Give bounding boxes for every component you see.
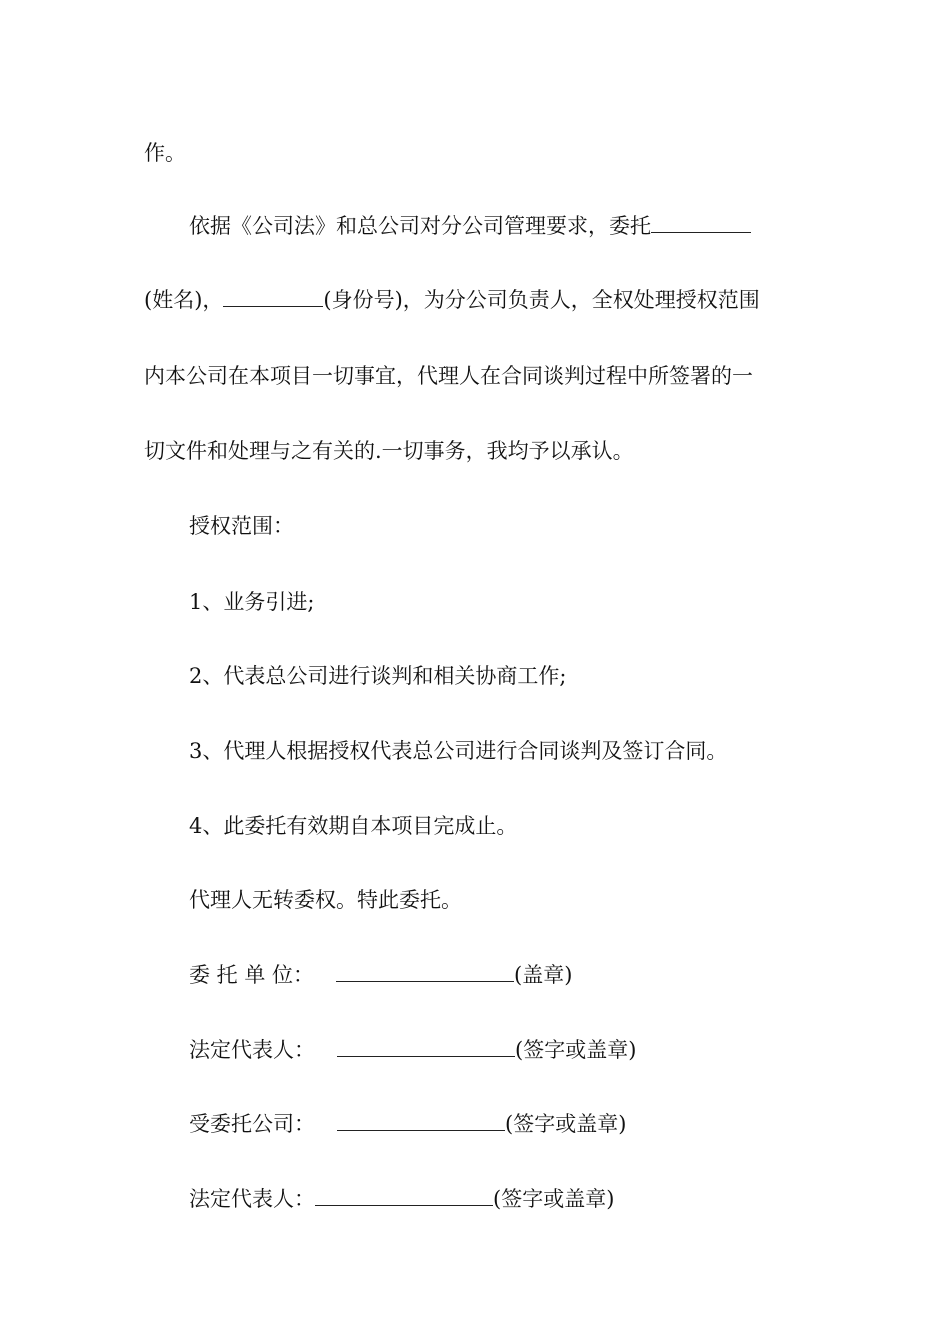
scope-item-text: 4、此委托有效期自本项目完成止。 — [189, 814, 518, 838]
scope-item-1 — [189, 588, 859, 616]
text-line: 内本公司在本项目一切事宜，代理人在合同谈判过程中所签署的一 — [144, 364, 753, 388]
scope-title-text: 授权范围： — [189, 514, 294, 538]
text-line: (姓名)， — [144, 288, 224, 312]
paragraph-line — [144, 437, 814, 465]
signature-row-legal-rep-1 — [189, 1036, 859, 1064]
paragraph-line — [144, 286, 814, 314]
signature-note: (签字或盖章) — [505, 1112, 627, 1136]
paragraph-entrust — [189, 212, 859, 240]
entrusted-company-blank[interactable] — [337, 1110, 505, 1131]
signature-label: 受委托公司： — [189, 1112, 315, 1136]
scope-item-4 — [189, 812, 859, 840]
scope-title — [189, 512, 859, 540]
scope-item-text: 2、代表总公司进行谈判和相关协商工作; — [189, 664, 567, 688]
paragraph-line — [144, 362, 814, 390]
signature-row-entrusting-unit — [189, 961, 859, 989]
scope-item-2 — [189, 662, 859, 690]
signature-label: 委 托 单 位： — [189, 963, 315, 987]
signature-row-entrusted-company — [189, 1110, 859, 1138]
signature-note: (签字或盖章) — [493, 1187, 615, 1211]
signature-note: (签字或盖章) — [515, 1038, 637, 1062]
signature-label: 法定代表人： — [189, 1038, 315, 1062]
text-line: 依据《公司法》和总公司对分公司管理要求，委托 — [189, 214, 651, 238]
text-line: 切文件和处理与之有关的.一切事务，我均予以承认。 — [144, 439, 634, 463]
closing-text: 代理人无转委权。特此委托。 — [189, 888, 462, 912]
closing-statement — [189, 886, 859, 914]
text-line: 作。 — [144, 141, 186, 165]
scope-item-text: 3、代理人根据授权代表总公司进行合同谈判及签订合同。 — [189, 739, 728, 763]
legal-rep-blank[interactable] — [337, 1036, 515, 1057]
signature-note: (盖章) — [514, 963, 573, 987]
legal-rep-blank[interactable] — [315, 1185, 493, 1206]
scope-item-text: 1、业务引进; — [189, 590, 315, 614]
name-blank[interactable] — [651, 212, 751, 233]
id-number-blank[interactable] — [223, 286, 323, 307]
entrusting-unit-blank[interactable] — [336, 961, 514, 982]
paragraph-continuation — [144, 139, 814, 167]
text-line: (身份号)，为分公司负责人，全权处理授权范围 — [323, 288, 760, 312]
signature-label: 法定代表人： — [189, 1187, 315, 1211]
signature-row-legal-rep-2 — [189, 1185, 859, 1213]
scope-item-3 — [189, 737, 859, 765]
